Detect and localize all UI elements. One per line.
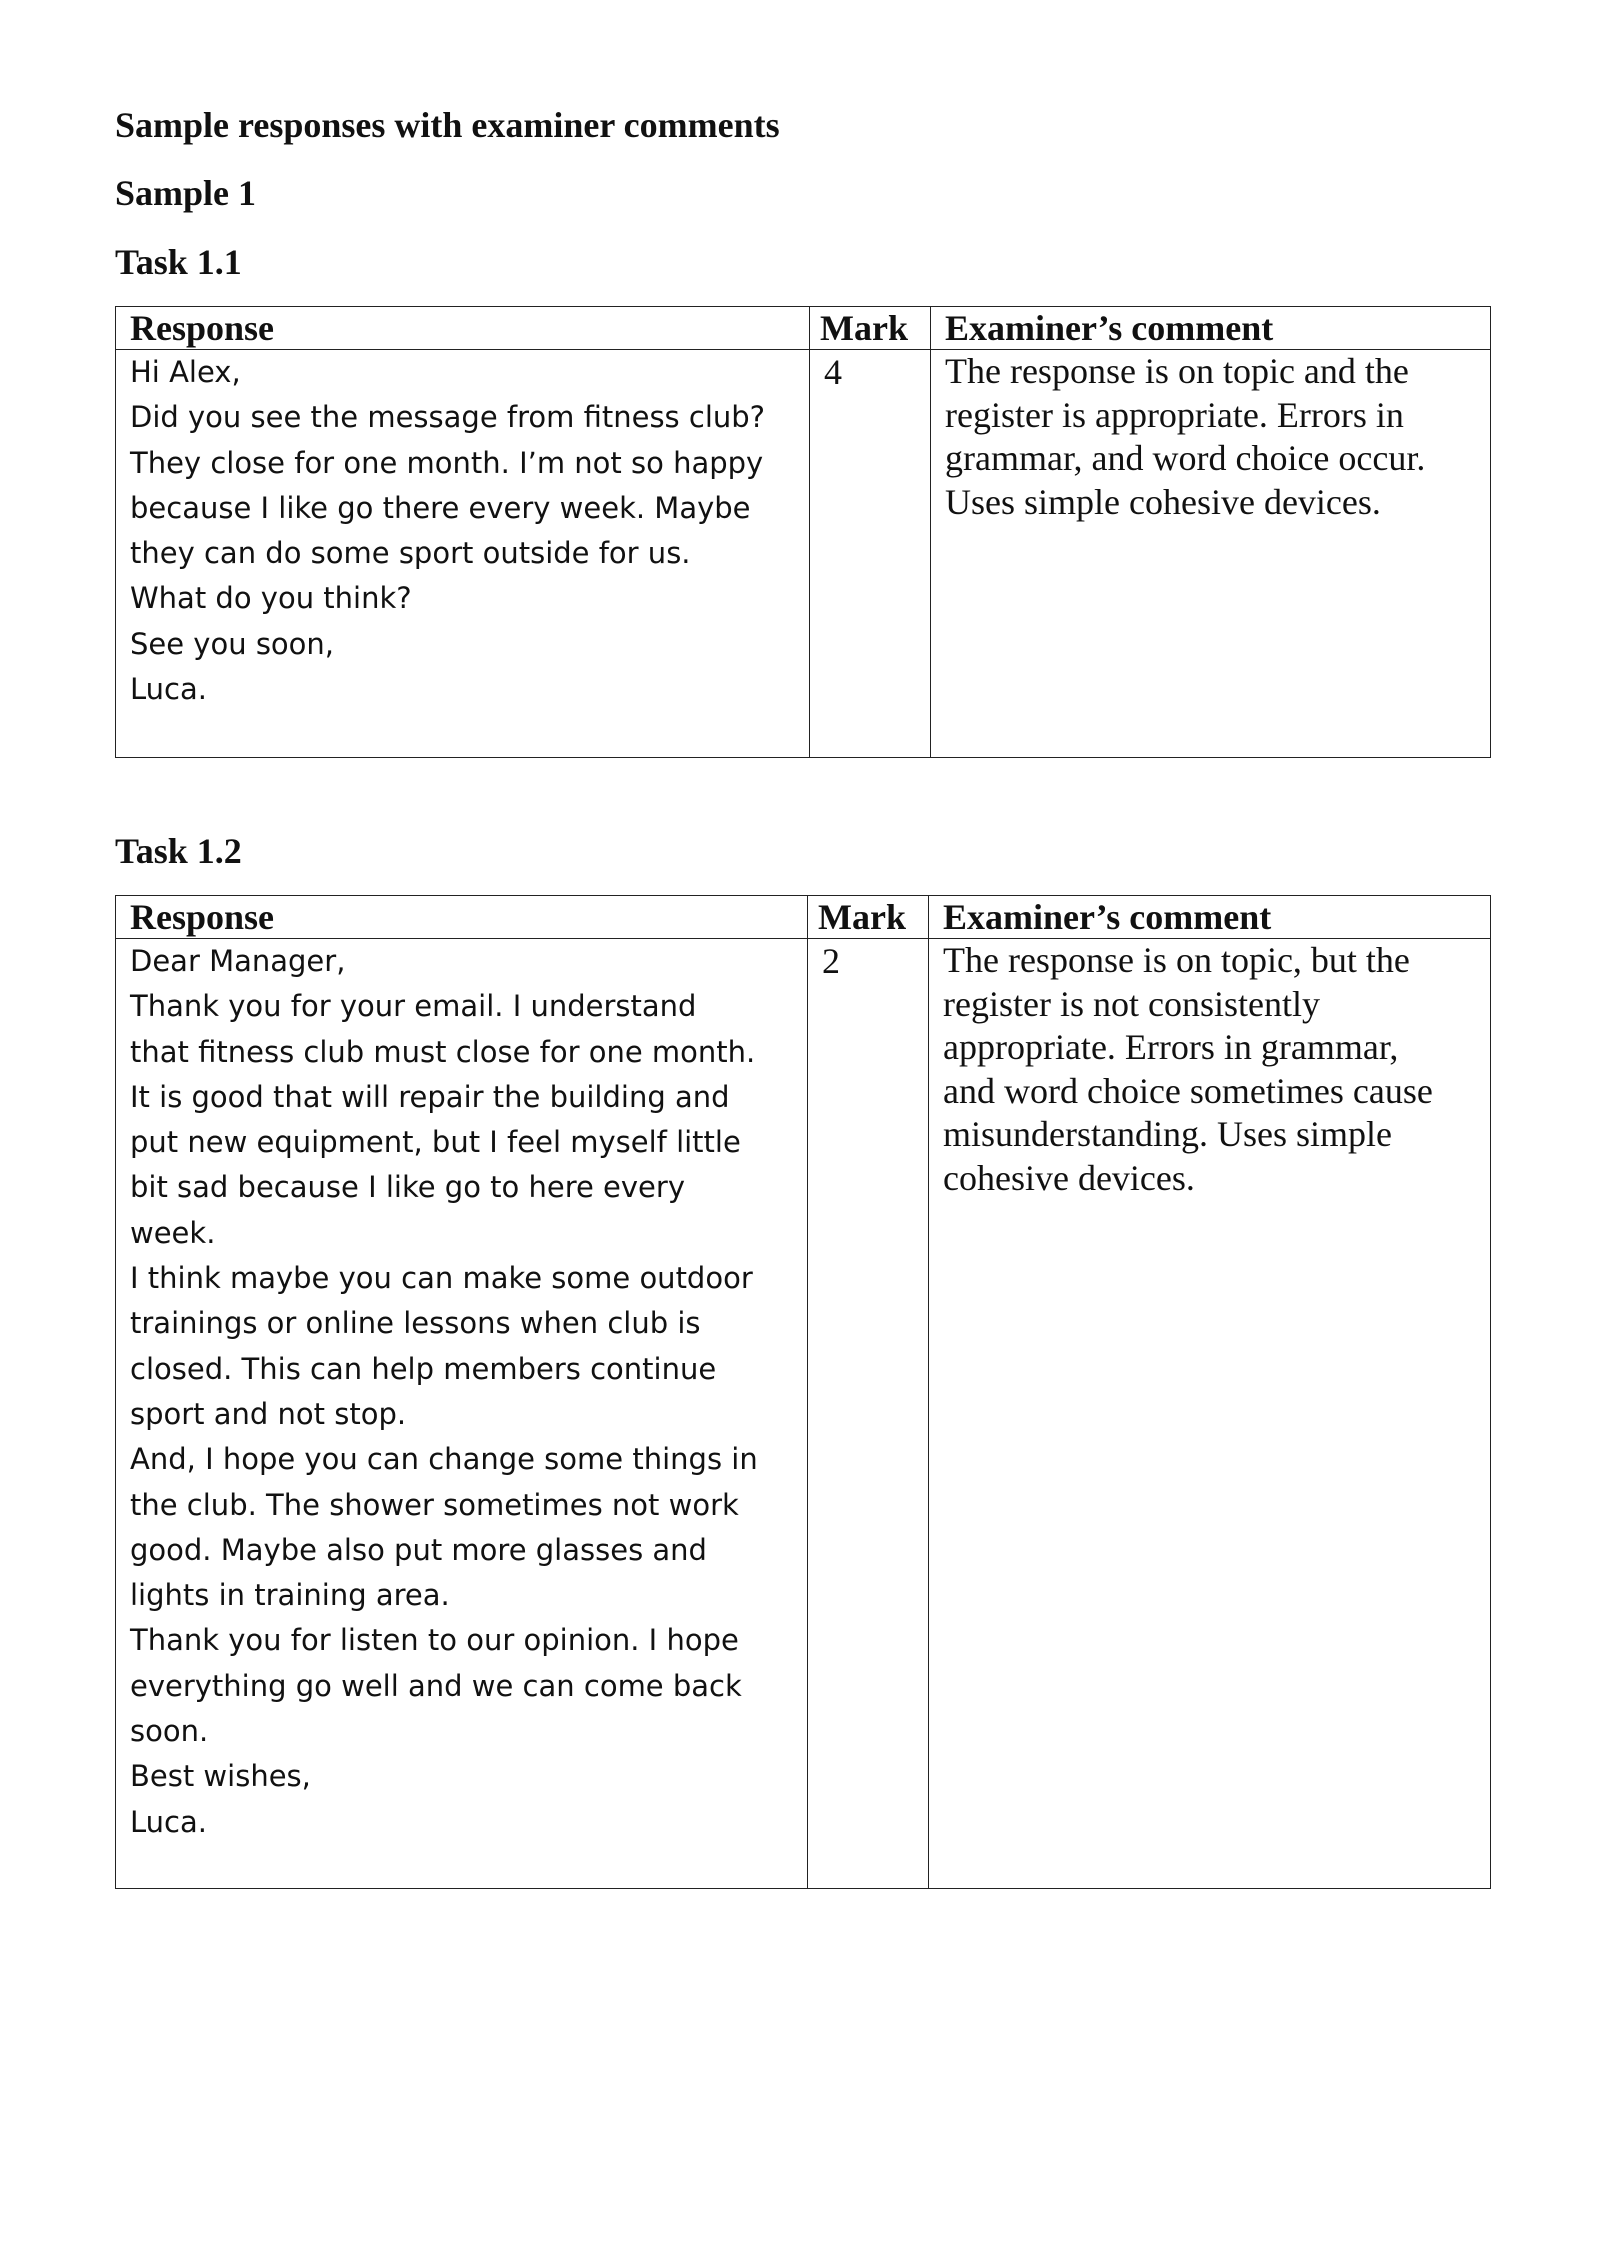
response-line: Luca. [130,672,207,707]
header-row [116,307,1491,350]
response-line: put new equipment, but I feel myself little [130,1125,741,1160]
response-line: Hi Alex, [130,355,241,389]
response-line: Did you see the message from fitness club? [130,400,766,435]
response-column-header: Response [116,307,810,350]
comment-cell [929,939,1491,1889]
comment-line: The response is on topic and the [945,351,1409,391]
response-line: the club. The shower sometimes not work [130,1487,739,1522]
mark-column-header: Mark [808,896,929,939]
mark-value: 2 [808,939,929,1889]
response-column-header: Response [116,896,808,939]
response-line: And, I hope you can change some things in [130,1442,758,1477]
response-line: that fitness club must close for one month. [130,1034,756,1069]
response-line: They close for one month. I’m not so happy [130,445,764,480]
response-line: sport and not stop. [130,1396,407,1431]
comment-column-header: Examiner’s comment [931,307,1491,350]
task-1-2-heading: Task 1.2 [115,831,242,871]
response-line: everything go well and we can come back [130,1668,742,1703]
response-line: soon. [130,1714,209,1749]
response-line: Dear Manager, [130,944,346,978]
response-line: because I like go there every week. Maybe [130,490,751,525]
response-line: What do you think? [130,581,412,616]
response-line: week. [130,1215,216,1250]
response-line: lights in training area. [130,1578,450,1613]
response-line: See you soon, [130,626,335,661]
table-row [116,939,1491,1889]
response-line: Luca. [130,1804,207,1839]
task-1-1-heading: Task 1.1 [115,242,242,282]
comment-line: Uses simple cohesive devices. [945,481,1381,522]
comment-line: cohesive devices. [943,1157,1195,1198]
response-cell [116,350,810,758]
table-row [116,350,1491,758]
comment-cell [931,350,1491,758]
comment-line: register is not consistently [943,983,1320,1024]
response-line: Best wishes, [130,1759,311,1794]
response-line: they can do some sport outside for us. [130,536,691,571]
page-title: Sample responses with examiner comments [115,105,780,145]
comment-line: and word choice sometimes cause [943,1070,1433,1111]
mark-value: 4 [810,350,931,758]
comment-line: misunderstanding. Uses simple [943,1114,1392,1154]
response-cell [116,939,808,1889]
comment-line: The response is on topic, but the [943,940,1410,980]
response-line: good. Maybe also put more glasses and [130,1532,707,1567]
comment-column-header: Examiner’s comment [929,896,1491,939]
header-row [116,896,1491,939]
task-1-1-table [115,306,1491,758]
response-line: I think maybe you can make some outdoor [130,1261,753,1296]
response-line: Thank you for listen to our opinion. I hope [130,1623,739,1658]
response-line: It is good that will repair the building and [130,1079,730,1114]
response-line: trainings or online lessons when club is [130,1306,701,1341]
task-1-2-table [115,895,1491,1889]
mark-column-header: Mark [810,307,931,350]
comment-line: appropriate. Errors in grammar, [943,1027,1399,1067]
comment-line: register is appropriate. Errors in [945,394,1404,435]
sample-heading: Sample 1 [115,173,257,213]
response-line: Thank you for your email. I understand [130,989,697,1024]
response-line: closed. This can help members continue [130,1351,717,1386]
comment-line: grammar, and word choice occur. [945,438,1426,478]
response-line: bit sad because I like go to here every [130,1170,685,1205]
